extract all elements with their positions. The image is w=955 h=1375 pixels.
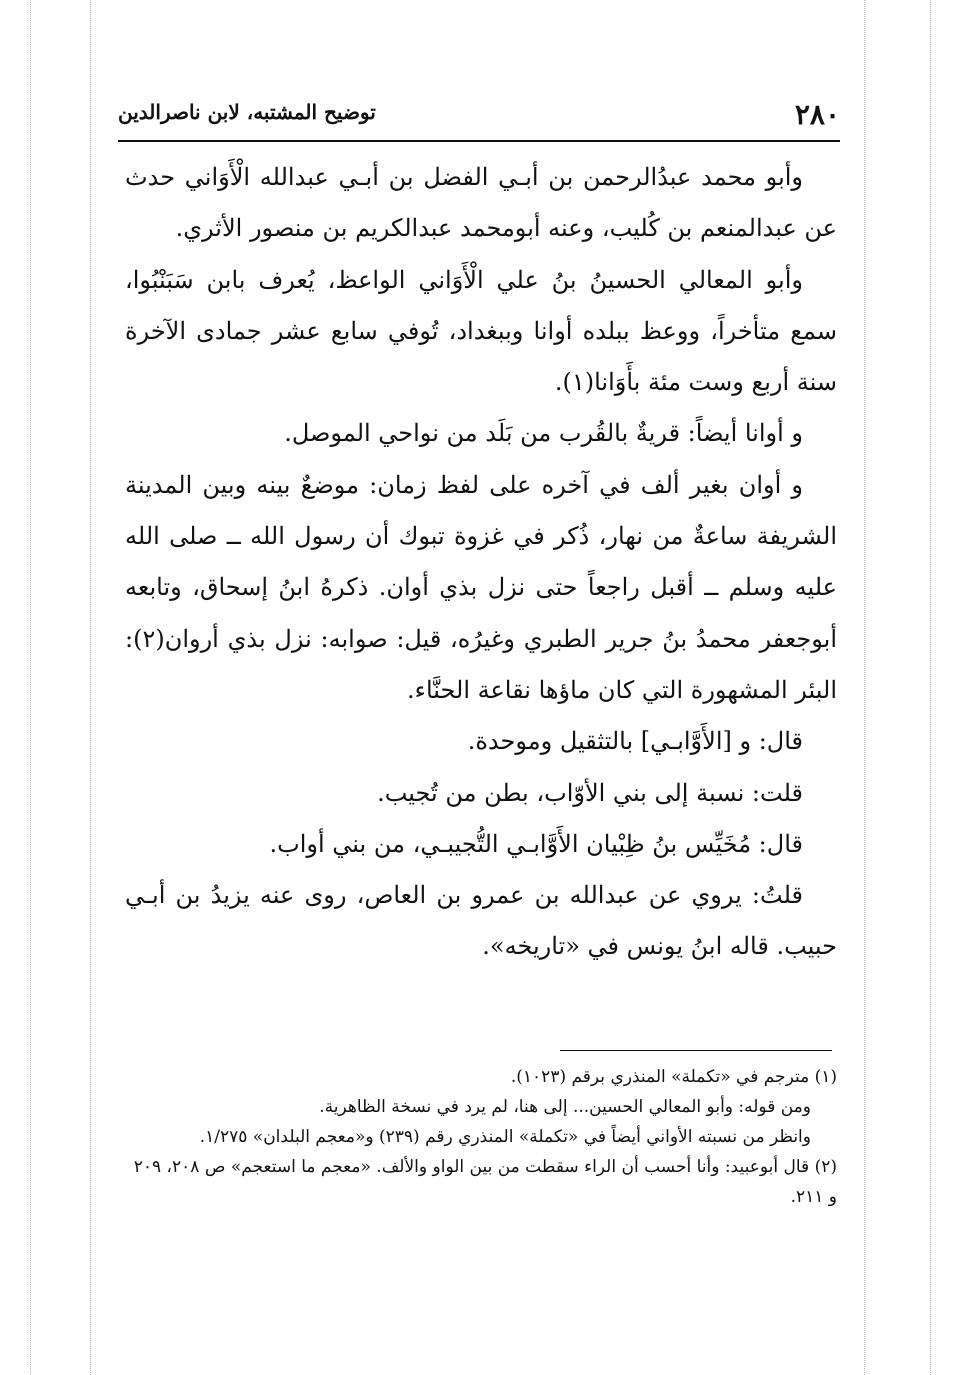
scan-margin-line xyxy=(90,0,91,1375)
footnote-continuation: ومن قوله: وأبو المعالي الحسين... إلى هنا، لم يرد في نسخة الظاهرية. xyxy=(319,1097,811,1117)
paragraph: قال: مُخَيِّس بنُ ظِبْيان الأَوَّابـي التُّجيبـي، من بني أواب. xyxy=(269,829,803,858)
main-text xyxy=(125,152,837,973)
scan-margin-line xyxy=(30,0,31,1375)
scan-margin-line xyxy=(930,0,931,1375)
paragraph: وأبو محمد عبدُالرحمن بن أبـي الفضل بن أبـي عبدالله الْأَوَاني حدث عن عبدالمنعم بن كُليب، وعنه أبومحمد عبدالكريم بن منصور الأثري. xyxy=(125,163,837,243)
paragraph: قال: و [الأَوَّابـي] بالتثقيل وموحدة. xyxy=(467,727,803,756)
footnote-separator xyxy=(560,1050,832,1051)
paragraph: قلتُ: يروي عن عبدالله بن عمرو بن العاص، روى عنه يزيدُ بن أبـي حبيب. قاله ابنُ يونس في «تاريخه». xyxy=(125,881,837,961)
footnote-continuation: وانظر من نسبته الأواني أيضاً في «تكملة» المنذري رقم (٢٣٩) و«معجم البلدان» ١/٢٧٥. xyxy=(199,1127,811,1147)
paragraph: وأبو المعالي الحسينُ بنُ علي الْأَوَاني الواعظ، يُعرف بابن سَبَنْبُوا، سمع متأخراً، ووعظ ببلده أوانا وببغداد، تُوفي سابع عشر جمادى الآخرة سنة أربع وست مئة بأَوَانا(١). xyxy=(125,265,837,397)
header-rule xyxy=(118,140,840,142)
book-title: توضيح المشتبه، لابن ناصرالدين xyxy=(118,100,376,124)
page-number: ٢٨٠ xyxy=(794,98,840,131)
paragraph: و أوان بغير ألف في آخره على لفظ زمان: موضعٌ بينه وبين المدينة الشريفة ساعةٌ من نهار، ذُكر في غزوة تبوك أن رسول الله ــ صلى الله عليه وسلم ــ أقبل راجعاً حتى نزل بذي أوان. ذكرهُ ابنُ إسحاق، وتابعه أبوجعفر محمدُ بنُ جرير الطبري وغيرُه، قيل: صوابه: نزل بذي أروان(٢): البئر المشهورة التي كان ماؤها نقاعة الحنَّاء. xyxy=(125,470,837,704)
paragraph: و أوانا أيضاً: قريةٌ بالقُرب من بَلَد من نواحي الموصل. xyxy=(284,419,803,448)
footnote: (١) مترجم في «تكملة» المنذري برقم (١٠٢٣). xyxy=(510,1067,837,1087)
paragraph: قلت: نسبة إلى بني الأوّاب، بطن من تُجيب. xyxy=(377,778,803,807)
footnotes xyxy=(125,1062,837,1212)
scan-margin-line xyxy=(864,0,865,1375)
running-header xyxy=(118,96,840,136)
footnote: (٢) قال أبوعبيد: وأنا أحسب أن الراء سقطت من بين الواو والألف. «معجم ما استعجم» ص ٢٠٨، ٢٠٩ و ٢١١. xyxy=(133,1157,837,1207)
